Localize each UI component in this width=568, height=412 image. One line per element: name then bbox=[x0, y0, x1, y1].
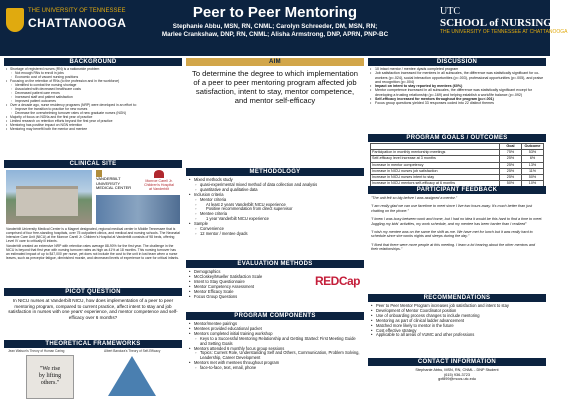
goals-cell-goal: 75% bbox=[500, 150, 522, 156]
right-column bbox=[368, 58, 546, 408]
childrens-line-2: Children's Hospital bbox=[144, 183, 174, 187]
clinical-site-heading: CLINICAL SITE bbox=[4, 160, 182, 168]
contact-email[interactable]: gxf899@mocs.utc.edu bbox=[438, 377, 476, 382]
goals-table-body bbox=[371, 150, 544, 187]
methodology-item: • Inclusion criteria bbox=[189, 193, 361, 198]
childrens-hospital-icon bbox=[154, 170, 164, 178]
components-item: ◦ Keys to a Successful Mentoring Relationship and Getting Started: First Meeting Guide and Setting Goals bbox=[189, 337, 361, 347]
components-item: ◦ face-to-face, text, email, phone bbox=[189, 366, 361, 371]
aim-heading: AIM bbox=[186, 58, 364, 66]
background-item: ◦ Identified to combat the nursing shortage bbox=[6, 83, 180, 87]
background-item: • Shortage of registered nurses (RN) is a nationwide problem bbox=[6, 67, 180, 71]
goals-cell-label: Self-efficacy level increase at 3 months bbox=[371, 156, 500, 162]
school-of-nursing-logo bbox=[440, 6, 568, 46]
utc-logo-top: THE UNIVERSITY OF TENNESSEE bbox=[28, 8, 126, 14]
goals-cell-goal: 25% bbox=[500, 162, 522, 168]
feedback-section bbox=[368, 186, 546, 292]
goals-cell-outcome: 50% bbox=[522, 175, 544, 181]
pico-section bbox=[4, 288, 182, 338]
clinical-site-para-1: Vanderbilt University Medical Center is a Magnet designated, regional medical center in Middle Tennessee that is comprised of four free-standing hospitals, over 75 outpatient clinics, and medical and nursing schools. The Neonatal Intensive Care Unit (NICU) at the Monroe Carell Jr. Children's Hospital at Vanderbilt consists of 98 beds, offering Level IV care to critically ill infants. bbox=[6, 227, 180, 243]
background-heading: BACKGROUND bbox=[4, 58, 182, 66]
background-item: ◦ Associated with decreased healthcare costs bbox=[6, 87, 180, 91]
evaluation-section bbox=[186, 260, 364, 310]
methodology-item: ◦ 1 year Vanderbilt NICU experience bbox=[189, 217, 361, 222]
background-item: • Mentoring has positive impact on NGN retention bbox=[6, 123, 180, 127]
clinical-site-logos bbox=[96, 170, 180, 224]
contact-line-1: Stephanie Abbu, MSN, RN, CNML - DNP Student bbox=[415, 368, 499, 372]
childrens-line-1: Monroe Carell Jr. bbox=[145, 179, 173, 183]
goals-cell-goal: 25% bbox=[500, 175, 522, 181]
methodology-list bbox=[189, 178, 361, 237]
components-item: • Mentors met with mentees throughout program bbox=[189, 361, 361, 366]
background-item: ◦ Improved patient outcomes bbox=[6, 99, 180, 103]
poster-authors bbox=[120, 23, 430, 39]
methodology-item: ◦ Mentee criteria bbox=[189, 212, 361, 217]
evaluation-item: • Mentor Competency Assessment bbox=[189, 285, 361, 290]
recommendation-item: • Matched more likely to mentor in the future bbox=[371, 324, 543, 329]
we-rise-quote-image bbox=[26, 355, 74, 399]
goals-cell-outcome: 13% bbox=[522, 162, 544, 168]
vanderbilt-line-2: UNIVERSITY bbox=[96, 180, 121, 186]
components-body bbox=[186, 320, 364, 373]
methodology-item: ◦ quasi-experimental mixed method of data collection and analysis bbox=[189, 183, 361, 188]
methodology-item: ◦ Mentor criteria bbox=[189, 198, 361, 203]
components-item: • Mentors attended 6 monthly focus group sessions bbox=[189, 347, 361, 352]
clinical-site-para-2: Vanderbilt created an extensive NRP with retention rates average 88-90% for the first year. The challenge in the NICU is beyond that first year with nursing turnover rates as high as 41% at 18 months. This nursing turnover has an estimated impact of up to $47,000 per nurse, yet does not include the cost to the unit in lost team when a nurse leaves, such as preceptor fatigue, diminished morale, and decreased levels of experience to care for critical infants. bbox=[6, 244, 180, 260]
school-logo-line-2: SCHOOL of NURSING bbox=[440, 17, 552, 29]
vanderbilt-line-1: VANDERBILT bbox=[96, 176, 121, 181]
poster-header bbox=[0, 0, 568, 56]
evaluation-item: • Mentor Efficacy Scale bbox=[189, 290, 361, 295]
goals-col-goal: Goal bbox=[500, 144, 522, 150]
goals-cell-outcome: 6% bbox=[522, 156, 544, 162]
goals-table bbox=[370, 143, 544, 187]
background-body bbox=[4, 66, 182, 132]
vanderbilt-wordmark bbox=[96, 177, 131, 191]
goals-cell-label: Increase in mentor competency bbox=[371, 162, 500, 168]
pico-heading: PICOT QUESTION bbox=[4, 288, 182, 296]
discussion-item: • Focus group questions yielded 33 responses coded into 22 distinct themes bbox=[370, 101, 544, 105]
background-item: ◦ Economic cost of vacant nursing positions bbox=[6, 75, 180, 79]
components-item: ◦ Topics: Current Role, Understanding Self and Others, Communication, Problem Solving, Leadership, Career Development bbox=[189, 351, 361, 361]
recommendations-heading: RECOMMENDATIONS bbox=[368, 294, 546, 302]
aim-section bbox=[186, 58, 364, 166]
background-item: ◦ Not enough RNs to enroll in jobs bbox=[6, 71, 180, 75]
evaluation-item: • Intent to Stay Questionnaire bbox=[189, 280, 361, 285]
background-item: • Majority of focus on NGNs and the first year of practice bbox=[6, 115, 180, 119]
utc-logo-main: CHATTANOOGA bbox=[28, 16, 127, 30]
evaluation-item: • Focus Group Questions bbox=[189, 295, 361, 300]
school-logo-line-1: UTC bbox=[440, 6, 460, 17]
vanderbilt-logo bbox=[96, 170, 136, 192]
discussion-heading: DISCUSSION bbox=[368, 58, 546, 66]
goals-cell-outcome: 53% bbox=[522, 150, 544, 156]
methodology-item: ◦ Convenience bbox=[189, 227, 361, 232]
recommendations-body bbox=[368, 302, 546, 340]
theory-section bbox=[4, 340, 182, 408]
methodology-section bbox=[186, 168, 364, 258]
school-logo-line-3: THE UNIVERSITY OF TENNESSEE AT CHATTANOOGA bbox=[440, 29, 568, 35]
utc-logo bbox=[6, 6, 126, 34]
goals-cell-label: Participation in monthly mentorship meetings bbox=[371, 150, 500, 156]
childrens-line-3: at Vanderbilt bbox=[149, 187, 169, 191]
background-item: • Over a decade ago, nurse residency programs (NRP) were developed in an effort to: bbox=[6, 103, 180, 107]
background-item: ◦ Decrease the overwhelming turnover rates of new graduate nurses (NGN) bbox=[6, 111, 180, 115]
middle-column bbox=[186, 58, 364, 408]
self-efficacy-pyramid-icon bbox=[108, 356, 156, 396]
background-list bbox=[6, 67, 180, 131]
goals-section bbox=[368, 134, 546, 184]
discussion-item: • Self-efficacy increased for mentors throughout the program (p=<.001) bbox=[370, 97, 544, 101]
contact-body bbox=[368, 366, 546, 384]
components-item: • Mentor/mentee pairings bbox=[189, 322, 361, 327]
participant-quote: "I liked that there were more people at this meeting. I learn a lot hearing about the other mentors and their relationships." bbox=[371, 242, 536, 252]
background-item: • Limited research on retention efforts beyond the first year of practice bbox=[6, 119, 180, 123]
quote-line-1: "We rise bbox=[39, 366, 61, 372]
poster-title: Peer to Peer Mentoring bbox=[192, 4, 358, 21]
background-item: • Focusing on the retention of RNs (to the profession and in the workforce) bbox=[6, 79, 180, 83]
methodology-item: ◦ At least 2 years Vanderbilt NICU experience bbox=[189, 203, 361, 208]
discussion-item: • Impact on intent to stay reported by mentees (60%) bbox=[370, 84, 544, 88]
discussion-body bbox=[368, 66, 546, 107]
feedback-heading: PARTICIPANT FEEDBACK bbox=[368, 186, 546, 194]
participant-quote: "I knew I was busy between work and home, but I had no idea it would be this hard to find a time to meet. Juggling my kids' activities, my work schedule, and my mentee has been harder than I realized" bbox=[371, 217, 543, 226]
discussion-item: • 10 intact mentor / mentee dyads completed program bbox=[370, 67, 544, 71]
contact-phone: (615) 936-3723 bbox=[444, 372, 470, 377]
hospital-campus-photo bbox=[6, 170, 92, 224]
utc-shield-icon bbox=[6, 8, 24, 32]
components-list bbox=[189, 322, 361, 371]
components-item: • Mentees provided educational packet bbox=[189, 327, 361, 332]
background-item: • Mentoring may benefit both the mentor and mentee bbox=[6, 127, 180, 131]
discussion-item: • Job satisfaction increased for mentees in all subscales, the difference was statistically significant for co-workers (p=.024), social interaction opportunities (p=.003), professional opportunities (p=.005), and praise and recognition (p=.004) bbox=[370, 71, 544, 84]
discussion-section bbox=[368, 58, 546, 132]
goals-cell-outcome: 10% bbox=[522, 181, 544, 187]
participant-quote: "I wish my mentee was on the same the shift as me. We have met for lunch but it was really hard to schedule since she works nights and sleeps during the day." bbox=[371, 230, 533, 239]
goals-cell-goal: 25% bbox=[500, 168, 522, 174]
clinical-site-section bbox=[4, 160, 182, 286]
goals-cell-goal: 25% bbox=[500, 156, 522, 162]
methodology-body bbox=[186, 176, 364, 239]
theory-heading: THEORETICAL FRAMEWORKS bbox=[4, 340, 182, 348]
background-item: ◦ Increased staff and patient satisfaction bbox=[6, 95, 180, 99]
clinical-site-body bbox=[4, 226, 182, 261]
contact-heading: CONTACT INFORMATION bbox=[368, 358, 546, 366]
background-item: ◦ Decreased patient care errors bbox=[6, 91, 180, 95]
childrens-hospital-logo bbox=[140, 170, 178, 192]
quote-line-2: by lifting bbox=[38, 373, 62, 379]
nicu-staff-photo bbox=[96, 195, 180, 224]
evaluation-heading: EVALUATION METHODS bbox=[186, 260, 364, 268]
goals-cell-goal: 50% bbox=[500, 181, 522, 187]
methodology-item: • Mixed methods study bbox=[189, 178, 361, 183]
recommendations-list bbox=[371, 304, 543, 338]
vanderbilt-line-3: MEDICAL CENTER bbox=[96, 185, 132, 191]
contact-section bbox=[368, 358, 546, 382]
watson-theory-label: Jean Watson's Theory of Human Caring bbox=[8, 349, 65, 353]
methodology-item: • Sample bbox=[189, 222, 361, 227]
components-heading: PROGRAM COMPONENTS bbox=[186, 312, 364, 320]
components-item: • Mentors completed initial training workshop bbox=[189, 332, 361, 337]
discussion-list bbox=[370, 67, 544, 106]
hospital-building-shape bbox=[16, 186, 78, 216]
recommendation-item: • Peer to Peer Mentor Program increases job satisfaction and intent to stay bbox=[371, 304, 543, 309]
evaluation-item: • Demographics bbox=[189, 270, 361, 275]
quote-line-3: others." bbox=[40, 380, 60, 386]
methodology-item: ◦ 12 mentor / mentee dyads bbox=[189, 232, 361, 237]
recommendation-item: • Use of onboarding process changes to include mentoring bbox=[371, 314, 543, 319]
aim-statement: To determine the degree to which implementation of a peer to peer mentoring program affected job satisfaction, intent to stay, mentor competence, and mentor self-efficacy bbox=[192, 69, 358, 105]
methodology-item: ◦ quantitative and qualitative data bbox=[189, 188, 361, 193]
redcap-logo: REDCap bbox=[314, 274, 360, 288]
evaluation-body bbox=[186, 268, 364, 301]
goals-cell-outcome: 11% bbox=[522, 168, 544, 174]
left-column bbox=[4, 58, 182, 408]
participant-quote: "I am really glad we can use facetime to meet since I live two hours away. It's much better than just chatting on the phone." bbox=[371, 204, 532, 213]
recommendation-item: • Mentoring as part of clinical ladder advancement bbox=[371, 319, 543, 324]
authors-line-1: Stephanie Abbu, MSN, RN, CNML; Carolyn Schreeder, DM, MSN, RN; bbox=[172, 23, 378, 30]
methodology-item: ◦ Positive recommendation from direct supervisor bbox=[189, 207, 361, 212]
pico-question: In NICU nurses at Vanderbilt NICU, how does implementation of a peer to peer mentoring program, compared to current practice, affect intent to stay and job satisfaction in nurses with one years' experience, and mentor competence and self-efficacy over 6 months? bbox=[8, 298, 178, 320]
recommendation-item: • Cost effective strategy bbox=[371, 329, 543, 334]
goals-col-outcome: Outcome bbox=[522, 144, 544, 150]
recommendation-item: • Development of Mentor Coordinator position bbox=[371, 309, 543, 314]
recommendations-section bbox=[368, 294, 546, 356]
participant-quote: "The unit felt so big before I was assigned a mentor." bbox=[371, 196, 458, 200]
recommendation-item: • Applicable to all areas of VUMC and other professions bbox=[371, 333, 543, 338]
methodology-heading: METHODOLOGY bbox=[186, 168, 364, 176]
authors-line-2: Marlee Crankshaw, DNP, RN, CNML; Alisha Armstrong, DNP, APRN, PNP-BC bbox=[161, 31, 389, 38]
evaluation-item: • McCloskey/Mueller Satisfaction Scale bbox=[189, 275, 361, 280]
discussion-item: • Mentor competence increased in all subscales, the difference was statistically significant except for developing a trusting relationship (p=.169) and helping establish a work/life balance (p=.092) bbox=[370, 88, 544, 97]
goals-heading: PROGRAM GOALS / OUTCOMES bbox=[368, 134, 546, 142]
bandura-theory-label: Albert Bandura's Theory of Self-Efficacy bbox=[104, 349, 161, 353]
background-item: ◦ Improve the transition to practice for new nurses bbox=[6, 107, 180, 111]
feedback-quotes bbox=[368, 194, 546, 253]
goals-cell-label: Increase in NICU mentors self-efficacy at 6 months bbox=[371, 181, 500, 187]
background-section bbox=[4, 58, 182, 158]
goals-cell-label: Increase in NICU nurses intent to stay bbox=[371, 175, 500, 181]
goals-cell-label: Increase in NICU nurses job satisfaction bbox=[371, 168, 500, 174]
components-section bbox=[186, 312, 364, 408]
evaluation-list bbox=[189, 270, 361, 299]
